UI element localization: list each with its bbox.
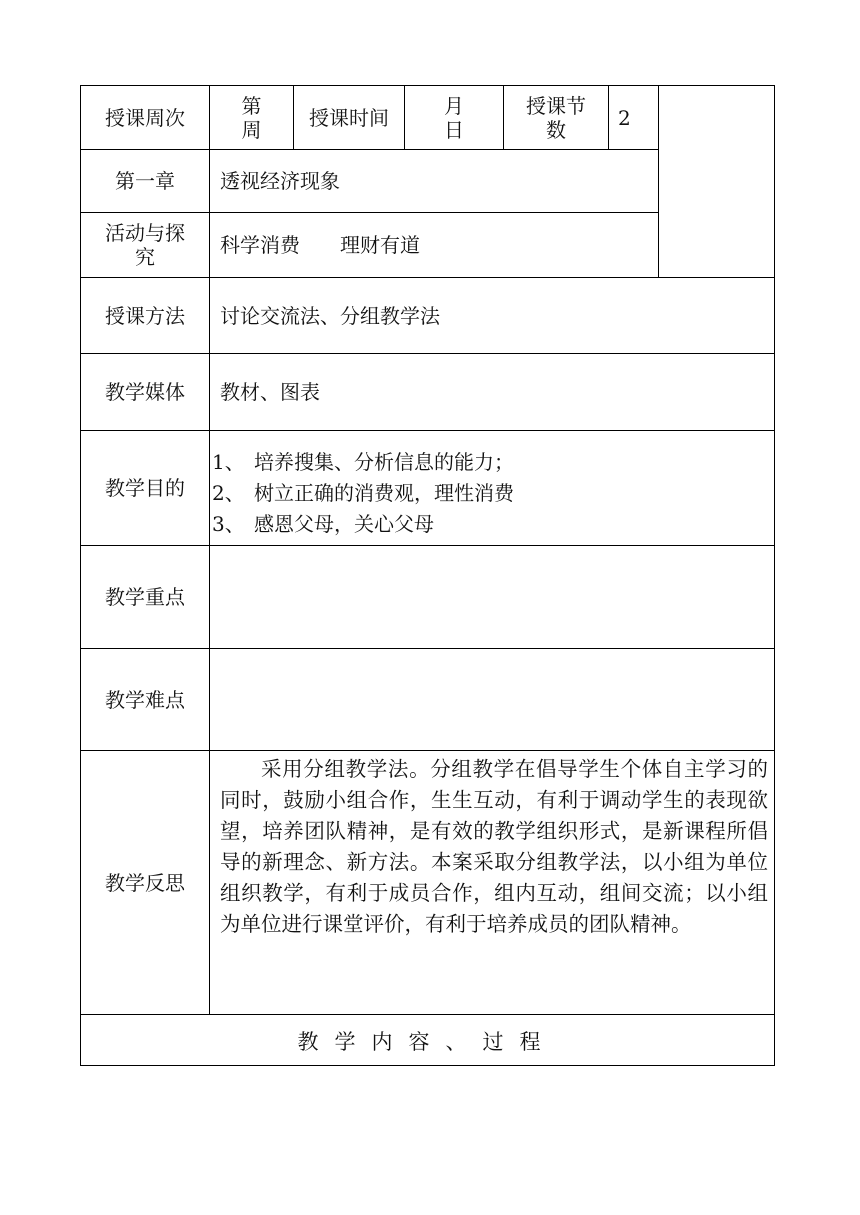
- method-value[interactable]: 讨论交流法、分组教学法: [220, 303, 440, 328]
- time-label: 授课时间: [309, 105, 389, 130]
- content-process-title: 教学内容、过程: [297, 1029, 557, 1054]
- objective-item: [212, 447, 514, 478]
- periods-label-line2: 数: [546, 117, 566, 142]
- chapter-value[interactable]: 透视经济现象: [220, 169, 340, 193]
- week-value-line2: 周: [241, 117, 262, 142]
- key-points-label: 教学重点: [105, 585, 185, 609]
- week-label: 授课周次: [105, 105, 185, 130]
- objective-text: 感恩父母，关心父母: [254, 512, 434, 536]
- week-value-line1: 第: [241, 93, 262, 118]
- date-value[interactable]: [405, 86, 503, 149]
- reflection-label: 教学反思: [105, 870, 185, 895]
- objective-number: 2、: [212, 481, 245, 505]
- periods-label: [504, 86, 608, 149]
- difficulties-label: 教学难点: [105, 687, 185, 712]
- objective-number: 3、: [212, 512, 245, 536]
- objectives-list[interactable]: [212, 447, 514, 540]
- week-value[interactable]: [210, 86, 293, 149]
- activity-label-line1: 活动与探: [105, 221, 185, 245]
- difficulties-value[interactable]: [210, 649, 774, 750]
- objective-text: 培养搜集、分析信息的能力；: [254, 450, 514, 474]
- objective-item: [212, 509, 514, 540]
- month-marker: 月: [444, 93, 464, 118]
- key-points-value[interactable]: [210, 546, 774, 648]
- activity-label-line2: 究: [135, 245, 155, 269]
- objectives-label: 教学目的: [105, 476, 185, 500]
- media-value[interactable]: 教材、图表: [220, 380, 320, 404]
- periods-label-line1: 授课节: [526, 93, 586, 118]
- activity-label: [81, 213, 209, 277]
- grid-line: [658, 85, 659, 278]
- media-label: 教学媒体: [105, 380, 185, 404]
- objective-item: [212, 478, 514, 509]
- activity-value[interactable]: 科学消费 理财有道: [220, 233, 420, 257]
- objective-text: 树立正确的消费观，理性消费: [254, 481, 514, 505]
- method-label: 授课方法: [105, 303, 185, 328]
- periods-value[interactable]: 2: [618, 105, 631, 130]
- chapter-label: 第一章: [115, 169, 175, 193]
- grid-line: [80, 1014, 775, 1015]
- grid-line: [774, 85, 775, 1066]
- objective-number: 1、: [212, 450, 245, 474]
- reflection-text[interactable]: 采用分组教学法。分组教学在倡导学生个体自主学习的同时，鼓励小组合作，生生互动，有利于调动学生的表现欲望，培养团队精神，是有效的教学组织形式，是新课程所倡导的新理念、新方法。本案采取分组教学法，以小组为单位组织教学，有利于成员合作，组内互动，组间交流；以小组为单位进行课堂评价，有利于培养成员的团队精神。: [220, 757, 768, 936]
- grid-line: [80, 1065, 775, 1066]
- day-marker: 日: [444, 117, 464, 142]
